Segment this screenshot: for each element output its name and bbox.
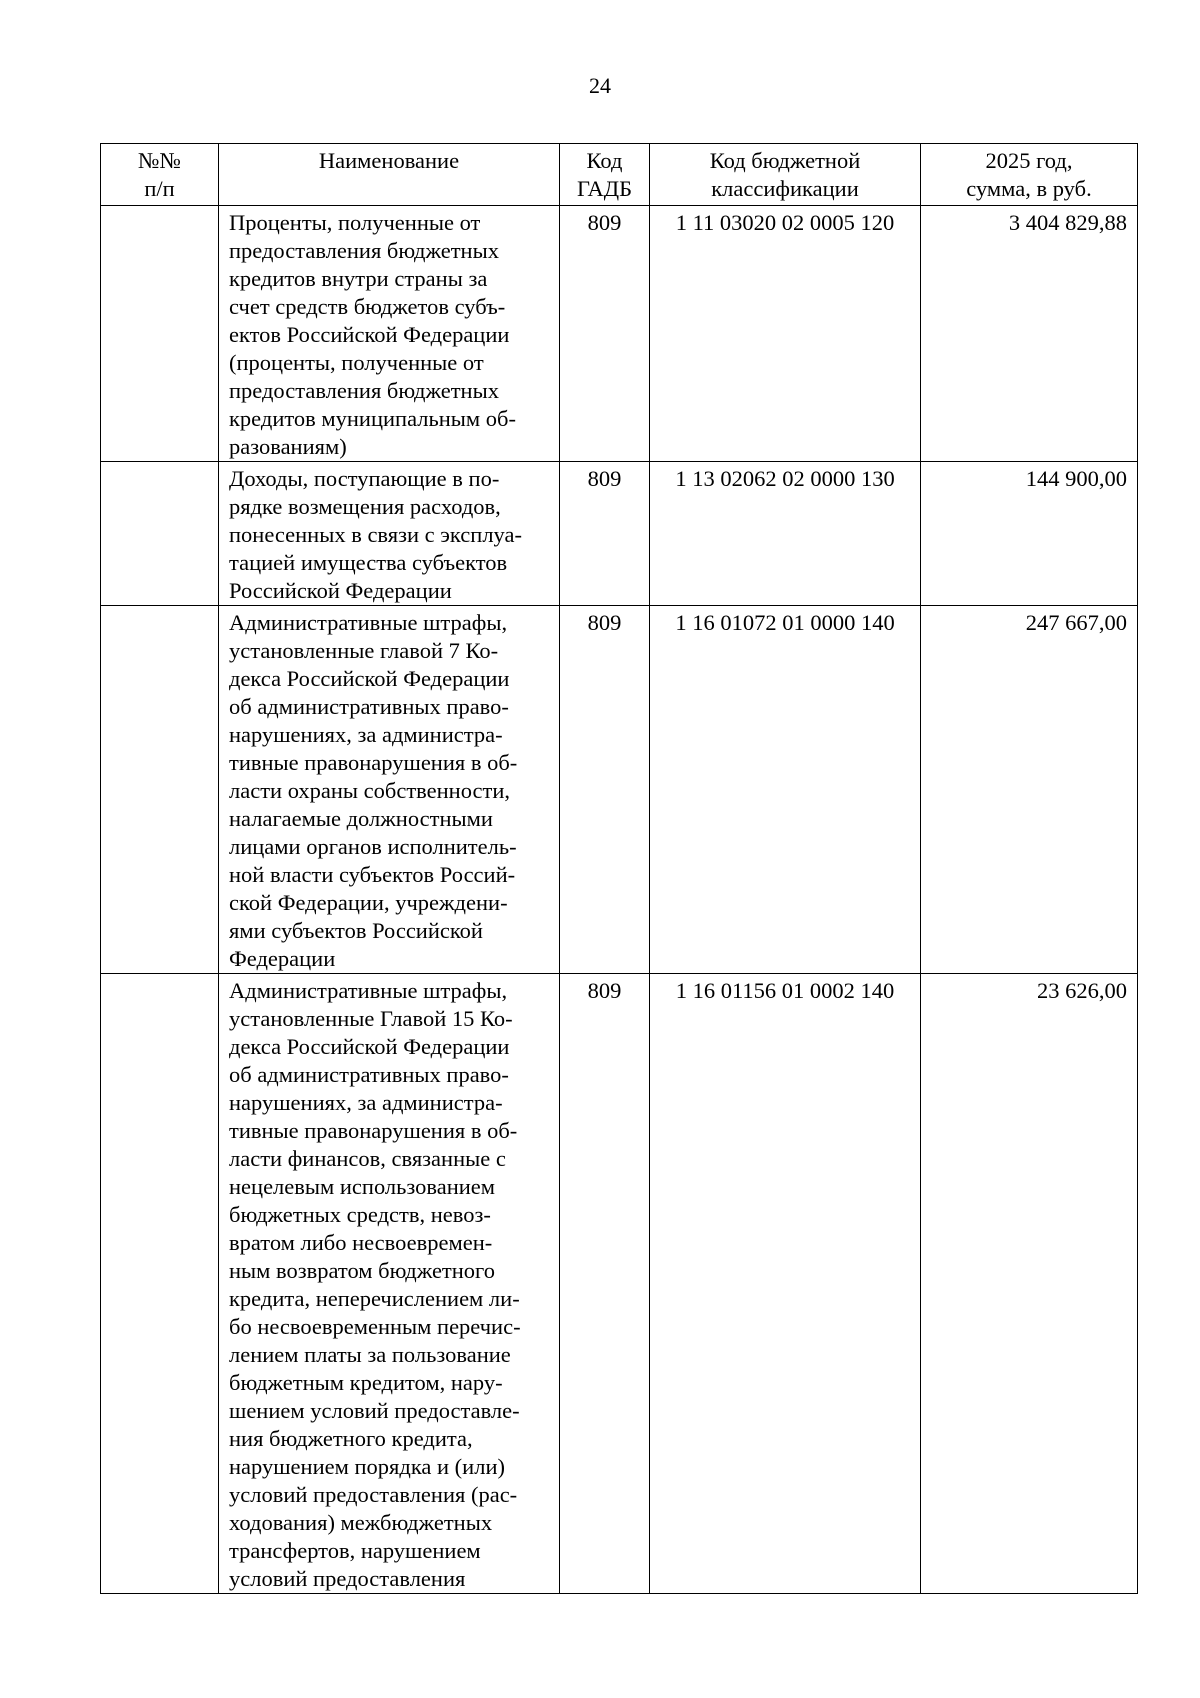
header-gadb [560,144,650,206]
revenue-name-line: тивные правонарушения в об- [229,750,518,775]
amount-2025-cell: 3 404 829,88 [921,206,1138,462]
revenue-name-line: предоставления бюджетных [229,238,499,263]
revenue-name-line: нарушением порядка и (или) [229,1454,505,1479]
revenue-name-line: разованиям) [229,434,347,459]
revenue-name-line: декса Российской Федерации [229,666,510,691]
budget-revenue-table [100,143,1138,1594]
revenue-name-line: ской Федерации, учреждени- [229,890,508,915]
revenue-name-cell [219,606,560,974]
header-kbk [650,144,921,206]
header-gadb-line: ГАДБ [576,176,633,201]
header-sum [921,144,1138,206]
budget-classification-code-cell: 1 16 01156 01 0002 140 [650,974,921,1594]
header-row [101,144,1138,206]
amount-2025-cell: 23 626,00 [921,974,1138,1594]
gadb-code-cell: 809 [560,606,650,974]
revenue-name-line: (проценты, полученные от [229,350,484,375]
table-row [101,462,1138,606]
revenue-name-line: шением условий предоставле- [229,1398,520,1423]
revenue-name-cell [219,206,560,462]
revenue-name-line: ной власти субъектов Россий- [229,862,516,887]
revenue-name-line: Проценты, полученные от [229,210,481,235]
header-kbk-line: классификации [711,176,859,201]
revenue-name-line: тивные правонарушения в об- [229,1118,518,1143]
revenue-name-line: бюджетным кредитом, нару- [229,1370,503,1395]
revenue-name-line: налагаемые должностными [229,806,493,831]
revenue-name-line: бо несвоевременным перечис- [229,1314,521,1339]
revenue-name-line: лением платы за пользование [229,1342,511,1367]
revenue-name-line: установленные главой 7 Ко- [229,638,499,663]
header-gadb-line: Код [586,148,623,173]
budget-classification-code-cell: 1 16 01072 01 0000 140 [650,606,921,974]
header-sum-line: сумма, в руб. [966,176,1092,201]
header-sum-line: 2025 год, [985,148,1073,173]
table-row [101,974,1138,1594]
revenue-name-line: ным возвратом бюджетного [229,1258,495,1283]
revenue-name-line: вратом либо несвоевремен- [229,1230,493,1255]
revenue-name-line: об административных право- [229,1062,509,1087]
revenue-name-line: ния бюджетного кредита, [229,1426,473,1451]
revenue-name-line: ходования) межбюджетных [229,1510,493,1535]
header-kbk-line: Код бюджетной [709,148,861,173]
table-row [101,206,1138,462]
revenue-name-line: Российской Федерации [229,578,452,603]
revenue-name-line: кредита, неперечислением ли- [229,1286,520,1311]
revenue-name-line: рядке возмещения расходов, [229,494,501,519]
table-body [101,206,1138,1594]
revenue-name-line: трансфертов, нарушением [229,1538,481,1563]
revenue-name-line: условий предоставления [229,1566,466,1591]
amount-2025-cell: 144 900,00 [921,462,1138,606]
revenue-name-line: тацией имущества субъектов [229,550,508,575]
revenue-name-line: Доходы, поступающие в по- [229,466,500,491]
revenue-name-line: нецелевым использованием [229,1174,496,1199]
revenue-name-line: Административные штрафы, [229,610,508,635]
budget-classification-code-cell: 1 11 03020 02 0005 120 [650,206,921,462]
revenue-name-line: лицами органов исполнитель- [229,834,517,859]
table-header [101,144,1138,206]
header-num-line: №№ [138,148,181,173]
revenue-name-line: кредитов внутри страны за [229,266,488,291]
revenue-name-line: установленные Главой 15 Ко- [229,1006,513,1031]
revenue-name-line: декса Российской Федерации [229,1034,510,1059]
revenue-name-line: счет средств бюджетов субъ- [229,294,506,319]
row-number-cell [101,462,219,606]
gadb-code-cell: 809 [560,462,650,606]
gadb-code-cell: 809 [560,206,650,462]
revenue-name-line: нарушениях, за администра- [229,722,503,747]
page-number: 24 [589,73,611,98]
table-row [101,606,1138,974]
budget-classification-code-cell: 1 13 02062 02 0000 130 [650,462,921,606]
revenue-name-line: ями субъектов Российской [229,918,483,943]
amount-2025-cell: 247 667,00 [921,606,1138,974]
row-number-cell [101,206,219,462]
header-num [101,144,219,206]
revenue-name-line: условий предоставления (рас- [229,1482,518,1507]
header-name-line: Наименование [318,148,460,173]
revenue-name-line: понесенных в связи с эксплуа- [229,522,522,547]
revenue-name-cell [219,462,560,606]
row-number-cell [101,974,219,1594]
row-number-cell [101,606,219,974]
revenue-name-line: кредитов муниципальным об- [229,406,516,431]
revenue-name-line: нарушениях, за администра- [229,1090,503,1115]
revenue-name-line: предоставления бюджетных [229,378,499,403]
header-name [219,144,560,206]
header-num-line: п/п [144,176,175,201]
gadb-code-cell: 809 [560,974,650,1594]
revenue-name-line: Административные штрафы, [229,978,508,1003]
revenue-name-line: об административных право- [229,694,509,719]
revenue-name-line: ласти финансов, связанные с [229,1146,506,1171]
revenue-name-line: бюджетных средств, невоз- [229,1202,491,1227]
revenue-name-line: ласти охраны собственности, [229,778,511,803]
revenue-name-line: Федерации [229,946,336,971]
revenue-name-line: ектов Российской Федерации [229,322,510,347]
revenue-name-cell [219,974,560,1594]
